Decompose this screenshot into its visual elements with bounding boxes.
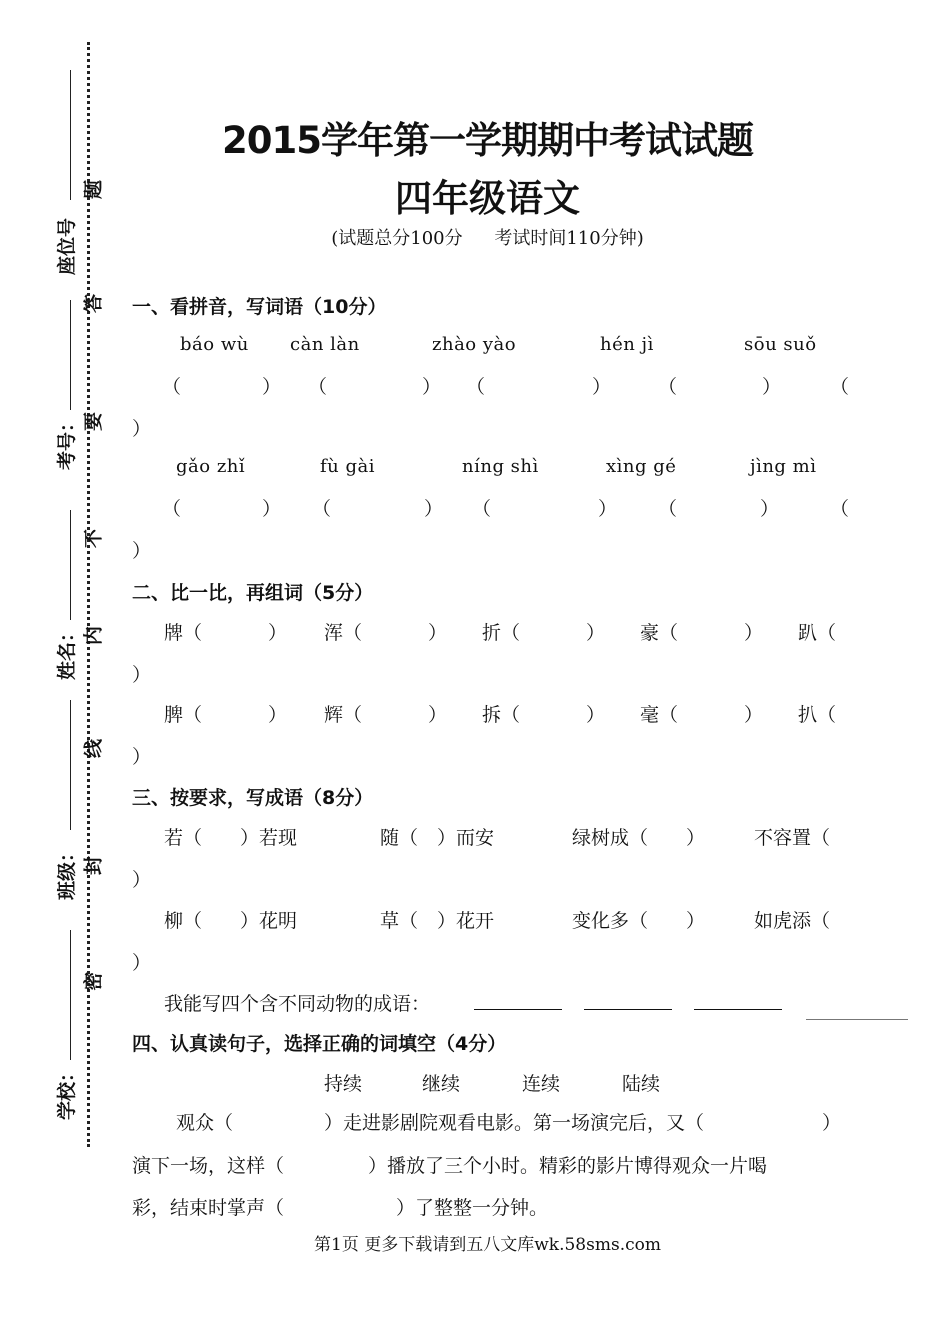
close-paren: ） — [132, 869, 152, 891]
close-paren: ） — [744, 704, 764, 726]
open-paren: （ — [658, 498, 678, 520]
close-paren: ） — [132, 746, 152, 768]
passage-text: ）了整整一分钟。 — [396, 1197, 549, 1219]
close-paren: ） — [132, 418, 152, 440]
idiom-item: 草（ ）花开 — [380, 910, 495, 932]
total-score-text: (试题总分100分 — [331, 228, 463, 249]
compare-item: 扒（ — [798, 704, 837, 726]
name-label: 姓名： — [56, 622, 78, 680]
open-paren: （ — [830, 498, 850, 520]
section3-heading: 三、按要求，写成语（8分） — [132, 787, 374, 809]
close-paren: ） — [422, 376, 442, 398]
compare-item: 豪（ — [640, 622, 679, 644]
passage-text: 观众（ — [176, 1112, 234, 1134]
exam-info — [0, 224, 950, 250]
class-blank[interactable] — [70, 700, 71, 830]
answer-blank[interactable] — [694, 989, 782, 1010]
open-paren: （ — [308, 376, 328, 398]
seal-char: 题 — [82, 180, 105, 200]
close-paren: ） — [598, 498, 618, 520]
close-paren: ） — [744, 622, 764, 644]
seal-char: 封 — [82, 856, 105, 876]
close-paren: ） — [428, 704, 448, 726]
exam-title: 2015学年第一学期期中考试试题 — [222, 119, 753, 162]
class-label: 班级： — [56, 842, 78, 900]
page-footer: 第1页 更多下载请到五八文库wk.58sms.com — [314, 1235, 661, 1255]
passage-text: 演下一场，这样（ — [132, 1155, 285, 1177]
seal-char: 不 — [82, 529, 105, 549]
compare-item: 辉（ — [324, 704, 363, 726]
idiom-item: 随（ ）而安 — [380, 827, 495, 849]
compare-item: 折（ — [482, 622, 521, 644]
close-paren: ） — [592, 376, 612, 398]
section4-heading: 四、认真读句子，选择正确的词填空（4分） — [132, 1033, 507, 1055]
idiom-item: 如虎添（ — [754, 910, 831, 932]
section1-heading: 一、看拼音，写词语（10分） — [132, 296, 387, 318]
animal-idiom-prompt: 我能写四个含不同动物的成语： — [164, 993, 431, 1015]
compare-item: 牌（ — [164, 622, 203, 644]
school-blank[interactable] — [70, 930, 71, 1060]
school-label: 学校： — [56, 1062, 78, 1120]
close-paren: ） — [132, 664, 152, 686]
open-paren: （ — [312, 498, 332, 520]
exam-time-text: 考试时间110分钟) — [494, 228, 644, 249]
pinyin-item: fù gài — [320, 456, 375, 477]
answer-blank[interactable] — [806, 1019, 908, 1020]
exam-subject: 四年级语文 — [395, 177, 580, 220]
pinyin-item: gǎo zhǐ — [176, 456, 246, 477]
open-paren: （ — [472, 498, 492, 520]
open-paren: （ — [830, 376, 850, 398]
pinyin-item: hén jì — [600, 334, 654, 355]
open-paren: （ — [162, 498, 182, 520]
pinyin-item: zhào yào — [432, 334, 517, 355]
close-paren: ） — [586, 622, 606, 644]
idiom-item: 不容置（ — [754, 827, 831, 849]
passage-text: ） — [822, 1112, 842, 1134]
seal-char: 要 — [82, 412, 105, 432]
open-paren: （ — [162, 376, 182, 398]
seal-char: 答 — [82, 294, 105, 314]
seal-char: 内 — [82, 626, 105, 646]
passage-text: ）播放了三个小时。精彩的影片博得观众一片喝 — [368, 1155, 768, 1177]
answer-blank[interactable] — [474, 989, 562, 1010]
choice-word: 连续 — [522, 1073, 561, 1095]
idiom-item: 绿树成（ ） — [572, 827, 706, 849]
close-paren: ） — [262, 498, 282, 520]
choice-word: 继续 — [422, 1073, 461, 1095]
name-blank[interactable] — [70, 510, 71, 620]
close-paren: ） — [132, 952, 152, 974]
open-paren: （ — [466, 376, 486, 398]
close-paren: ） — [762, 376, 782, 398]
pinyin-item: xìng gé — [606, 456, 677, 477]
choice-word: 持续 — [324, 1073, 363, 1095]
close-paren: ） — [268, 704, 288, 726]
passage-text: ）走进影剧院观看电影。第一场演完后，又（ — [324, 1112, 705, 1134]
pinyin-item: níng shì — [462, 456, 539, 477]
compare-item: 脾（ — [164, 704, 203, 726]
close-paren: ） — [586, 704, 606, 726]
close-paren: ） — [268, 622, 288, 644]
choice-word: 陆续 — [622, 1073, 661, 1095]
section2-heading: 二、比一比，再组词（5分） — [132, 582, 374, 604]
compare-item: 浑（ — [324, 622, 363, 644]
idiom-item: 若（ ）若现 — [164, 827, 298, 849]
compare-item: 拆（ — [482, 704, 521, 726]
exam-number-label: 考号： — [56, 412, 78, 470]
idiom-item: 变化多（ ） — [572, 910, 706, 932]
seal-char: 线 — [82, 739, 105, 759]
seat-number-label: 座位号 — [56, 217, 78, 275]
exam-number-blank[interactable] — [70, 300, 71, 410]
compare-item: 毫（ — [640, 704, 679, 726]
open-paren: （ — [658, 376, 678, 398]
seal-char: 密 — [82, 972, 105, 992]
pinyin-item: jìng mì — [750, 456, 817, 477]
pinyin-item: sōu suǒ — [744, 334, 817, 355]
close-paren: ） — [424, 498, 444, 520]
pinyin-item: báo wù — [180, 334, 249, 355]
passage-text: 彩，结束时掌声（ — [132, 1197, 285, 1219]
close-paren: ） — [262, 376, 282, 398]
answer-blank[interactable] — [584, 989, 672, 1010]
compare-item: 趴（ — [798, 622, 837, 644]
close-paren: ） — [428, 622, 448, 644]
pinyin-item: càn làn — [290, 334, 360, 355]
close-paren: ） — [760, 498, 780, 520]
idiom-item: 柳（ ）花明 — [164, 910, 298, 932]
close-paren: ） — [132, 540, 152, 562]
